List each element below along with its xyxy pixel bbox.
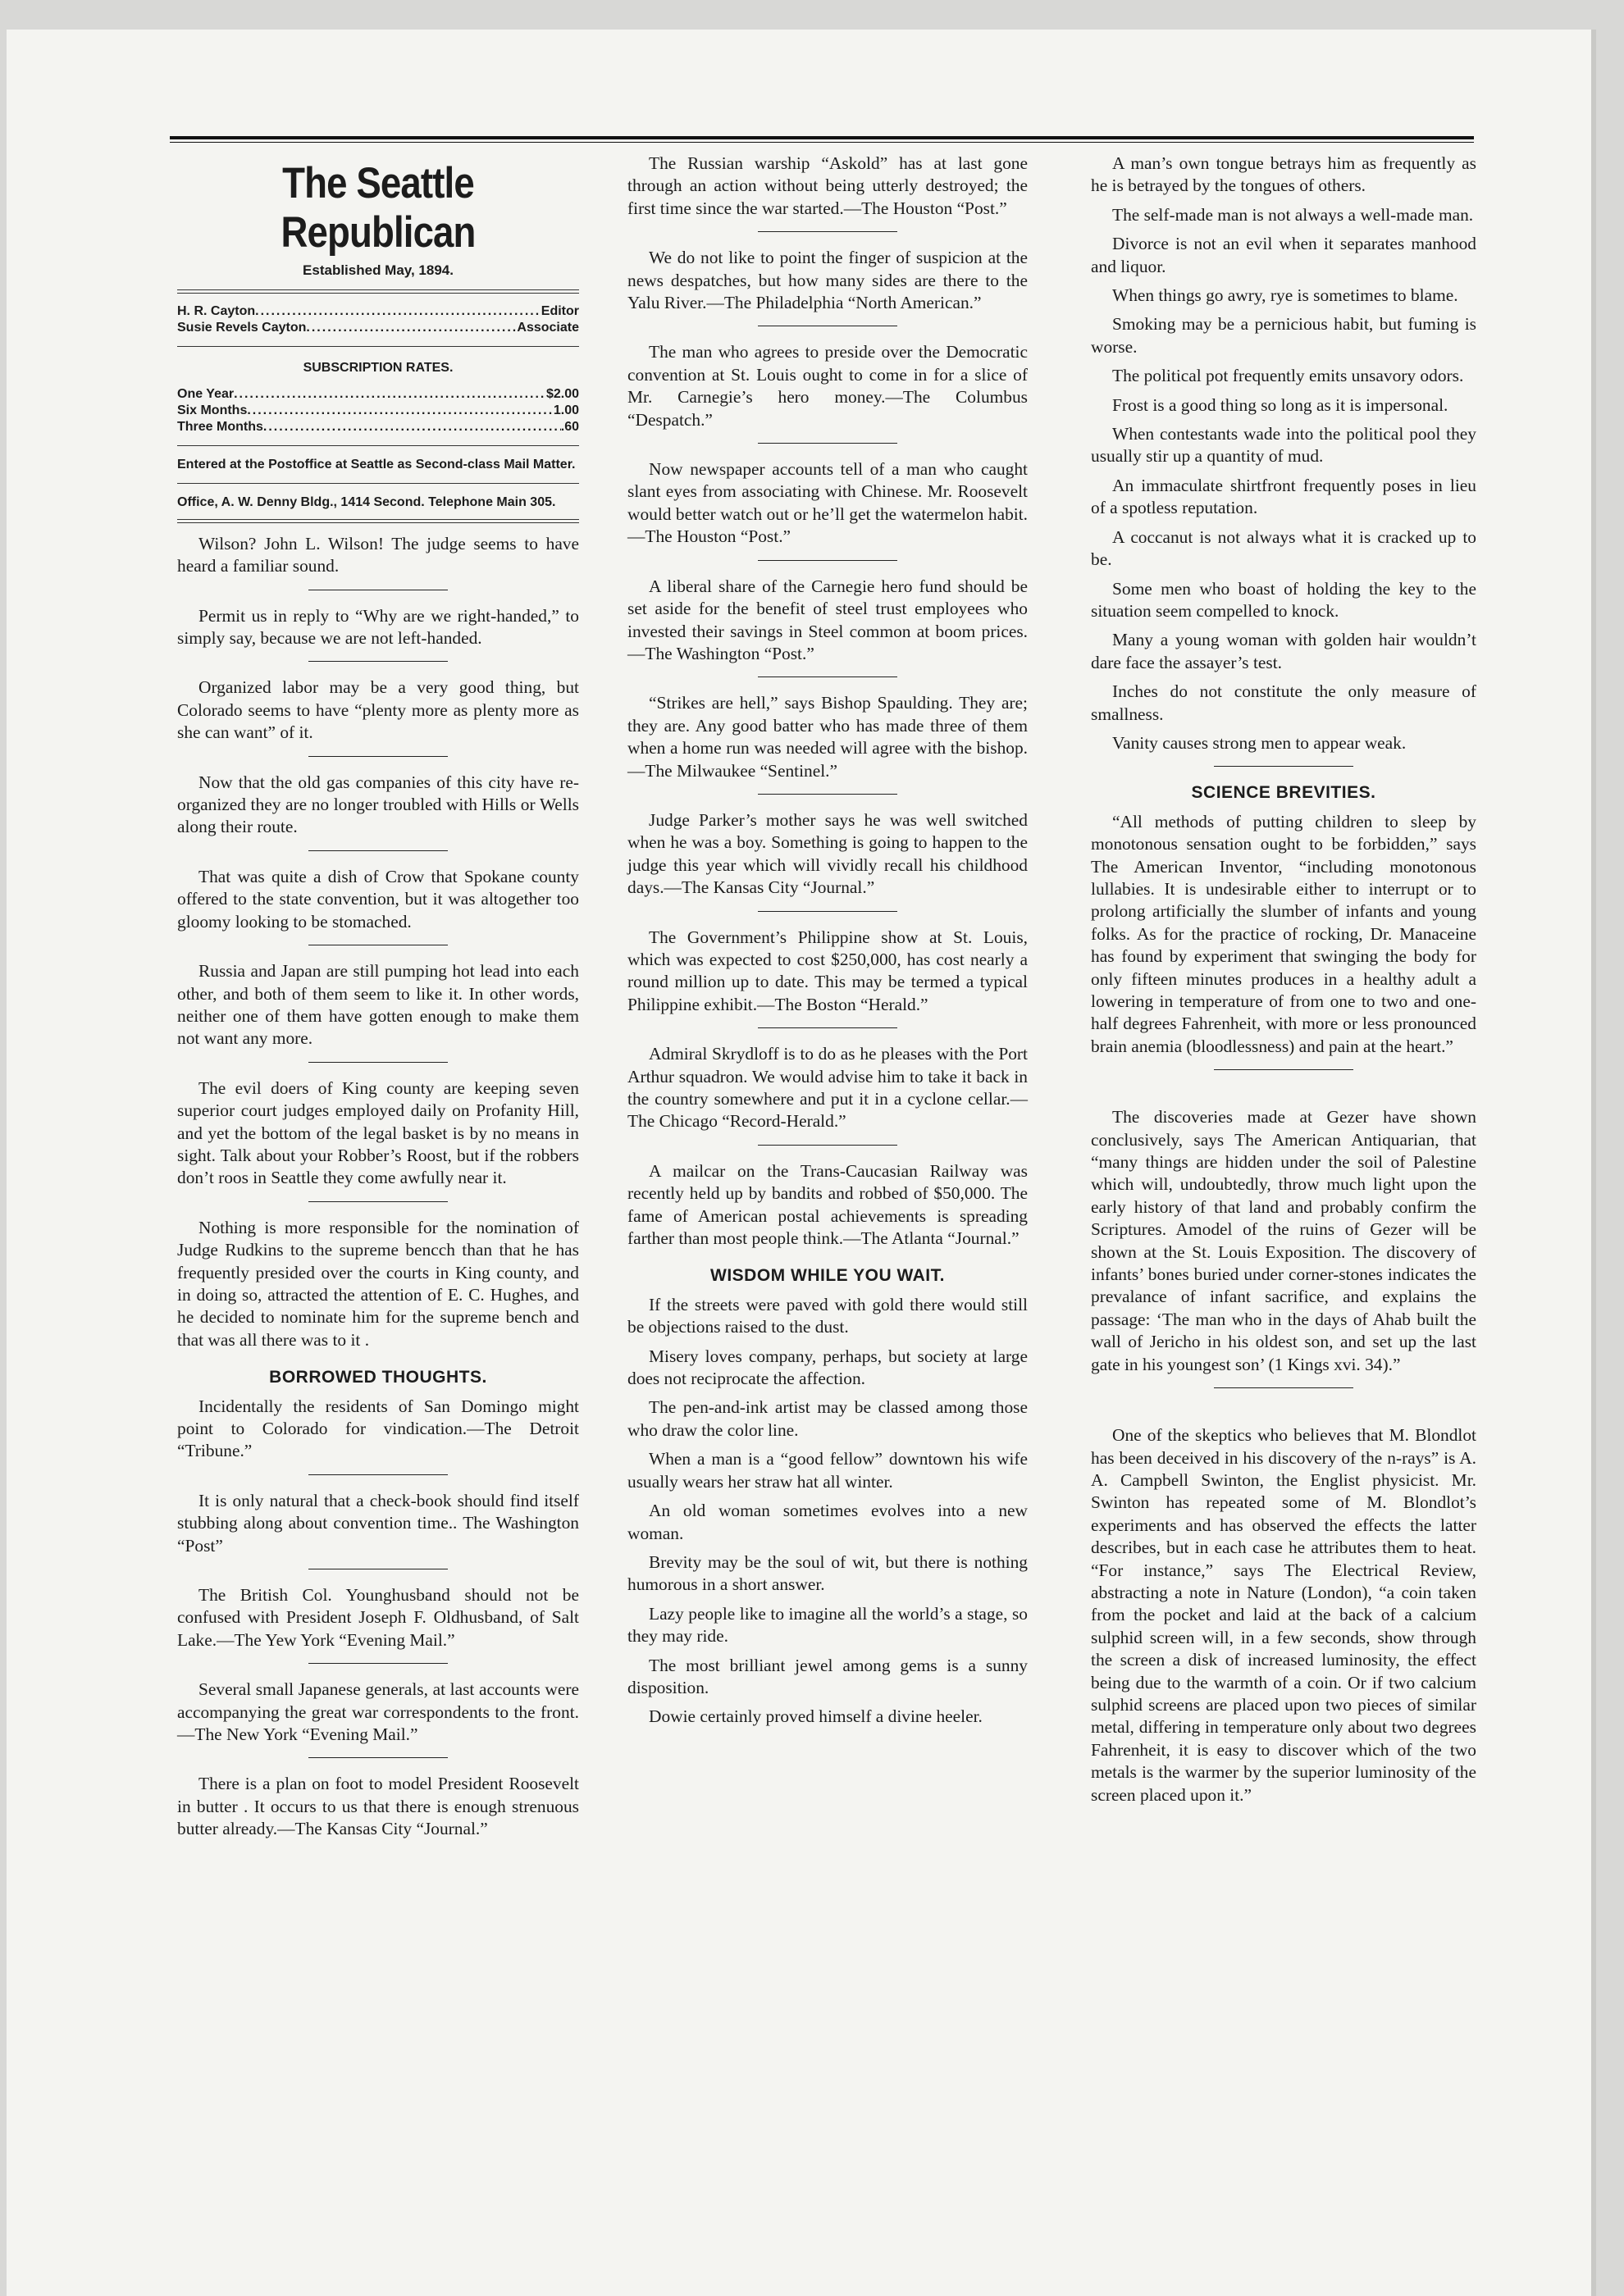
rates-heading: SUBSCRIPTION RATES. xyxy=(303,361,454,376)
saying: The political pot frequently emits unsavory odors. xyxy=(1112,366,1464,386)
saying: An old woman sometimes evolves into a new woman. xyxy=(627,1501,1028,1543)
paragraph: Judge Parker’s mother says he was well switched when he was a boy. Something is going to happen to the judge this year which will vividly recall his childhood days.—The Kansas City “Journal.” xyxy=(627,809,1028,898)
paragraph: The Government’s Philippine show at St. Louis, which was expected to cost $250,000, has cost nearly a round million up to date. This may be termed a typical Philippine exhibit.—The Boston “Herald.” xyxy=(627,927,1028,1014)
wisdom-heading: WISDOM WHILE YOU WAIT. xyxy=(710,1266,945,1286)
paragraph: It is only natural that a check-book should find itself stubbing along about convention time.. The Washington “Post” xyxy=(177,1490,579,1556)
paragraph: One of the skeptics who believes that M. Blondlot has been deceived in his discovery of the n-rays” is A. A. Campbell Swinton, the Englist physicist. Mr. Swinton has repeated some of M. Blondlot’s experiments and has observed the effects the latter describes, but in each case he attributes them to heat. “For instance,” says The Electrical Review, abstracting a note in Nature (London), “a coin taken from the pocket and laid at the back of a calcium sulphid screen will, in a few seconds, show through the screen a disk of increased luminosity, the effect being due to the warmth of a coin. Or if two calcium sulphid screens are placed upon two pieces of similar metal, differing in temperature only about two degrees Fahrenheit, it is easy to discover which of the two metals is the warmer by the superior luminosity of the screen placed upon it.” xyxy=(1091,1425,1476,1805)
saying: Frost is a good thing so long as it is impersonal. xyxy=(1112,394,1448,415)
masthead-divider xyxy=(177,289,579,294)
saying: The pen-and-ink artist may be classed among those who draw the color line. xyxy=(627,1397,1028,1440)
paragraph: The British Col. Younghusband should not be confused with President Joseph F. Oldhusband, of Salt Lake.—The Yew York “Evening Mail.” xyxy=(177,1585,579,1650)
rate-row: One Year ..... $2.00 xyxy=(177,386,579,403)
rate-row: Six Months ..... 1.00 xyxy=(177,403,579,419)
paragraph: The man who agrees to preside over the Democratic convention at St. Louis ought to come in for a slice of Mr. Carnegie’s hero money.—The Columbus “Despatch.” xyxy=(627,342,1028,430)
saying: An immaculate shirtfront frequently poses in lieu of a spotless reputation. xyxy=(1091,475,1476,518)
masthead xyxy=(177,159,579,281)
saying: Dowie certainly proved himself a divine heeler. xyxy=(649,1706,983,1727)
saying: Smoking may be a pernicious habit, but fuming is worse. xyxy=(1091,314,1476,357)
paragraph: Permit us in reply to “Why are we right-handed,” to simply say, because we are not left-handed. xyxy=(177,605,579,649)
saying: When a man is a “good fellow” downtown his wife usually wears her straw hat all winter. xyxy=(627,1449,1028,1492)
saying: A coccanut is not always what it is cracked up to be. xyxy=(1091,526,1476,570)
saying: The most brilliant jewel among gems is a sunny disposition. xyxy=(627,1655,1028,1697)
sayings-list xyxy=(1091,153,1476,754)
saying: Lazy people like to imagine all the world’s a stage, so they may ride. xyxy=(627,1603,1028,1647)
saying: A man’s own tongue betrays him as frequently as he is betrayed by the tongues of others. xyxy=(1091,153,1476,196)
paragraph: “All methods of putting children to sleep by monotonous sensation ought to be forbidden,” says The American Inventor, “including monotonous lullabies. It is undesirable either to interrupt or to prolong artificially the slumber of infants and young folks. As for the practice of rocking, Dr. Manaceine has found by experiment that swinging the body for only fifteen minutes produces in a healthy adult a lowering in temperature of from one to two and one-half degrees Fahrenheit, with more or less pronounced brain anemia (bloodlessness) and pain at the heart.” xyxy=(1091,811,1476,1056)
paragraph: A mailcar on the Trans-Caucasian Railway was recently held up by bandits and robbed of $50,000. The fame of American postal achievements is spreading farther than most people think.—The Atlanta “Journal.” xyxy=(627,1160,1028,1249)
paragraph: The discoveries made at Gezer have shown conclusively, says The American Antiquarian, that “many things are hidden under the soil of Palestine which will, undoubtedly, throw much light upon the early history of that land and probably confirm the Scriptures. Amodel of the ruins of Gezer will be shown at the St. Louis Exposition. The discovery of infants’ bones buried under corner-stones indicates the prevalance of infant sacrifice, and explains the passage: ‘The man who in the days of Ahab built the wall of Jericho in his oldest son, and set up the last gate in his youngest son’ (1 Kings xvi. 34).” xyxy=(1091,1107,1476,1374)
top-rule xyxy=(170,136,1474,139)
paragraph: We do not like to point the finger of suspicion at the news despatches, but how many sides are there to the Yalu River.—The Philadelphia “North American.” xyxy=(627,248,1028,313)
paragraph: The evil doers of King county are keeping seven superior court judges employed daily on Profanity Hill, and yet the bottom of the legal basket is by no means in sight. Talk about your Robber’s Roost, but if the robbers don’t roos in Seattle they come awfully near it. xyxy=(177,1077,579,1188)
paragraph: There is a plan on foot to model President Roosevelt in butter . It occurs to us that there is enough strenuous butter already.—The Kansas City “Journal.” xyxy=(177,1774,579,1839)
saying: If the streets were paved with gold there would still be objections raised to the dust. xyxy=(627,1294,1028,1337)
science-heading: SCIENCE BREVITIES. xyxy=(1191,783,1376,803)
wisdom-list xyxy=(627,1294,1028,1729)
postoffice-notice: Entered at the Postoffice at Seattle as Second-class Mail Matter. xyxy=(177,457,576,472)
office-notice: Office, A. W. Denny Bldg., 1414 Second. Telephone Main 305. xyxy=(177,494,556,509)
masthead-title: The Seattle Republican xyxy=(281,159,476,257)
column-2 xyxy=(627,153,1028,1735)
saying: When contestants wade into the political pool they usually stir up a quantity of mud. xyxy=(1091,424,1476,467)
saying: When things go awry, rye is sometimes to blame. xyxy=(1112,285,1458,306)
saying: Divorce is not an evil when it separates manhood and liquor. xyxy=(1091,234,1476,276)
paragraph: Wilson? John L. Wilson! The judge seems to have heard a familiar sound. xyxy=(177,533,579,576)
saying: Misery loves company, perhaps, but society at large does not reciprocate the affection. xyxy=(627,1346,1028,1389)
saying: Many a young woman with golden hair wouldn’t dare face the assayer’s test. xyxy=(1091,630,1476,672)
paragraph: Nothing is more responsible for the nomination of Judge Rudkins to the supreme bencch than that he has frequently presided over the courts in King county, and in doing so, attracted the attention of E. C. Hughes, and he decided to nominate him for the supreme bench and that was all there was to it . xyxy=(177,1217,579,1350)
paragraph: That was quite a dish of Crow that Spokane county offered to the state convention, but it was altogether too gloomy looking to be stomached. xyxy=(177,866,579,932)
borrowed-thoughts-heading: BORROWED THOUGHTS. xyxy=(269,1368,487,1387)
rate-row: Three Months ..... .60 xyxy=(177,419,579,435)
staff-row: Susie Revels Cayton ..... Associate xyxy=(177,320,579,336)
paragraph: Admiral Skrydloff is to do as he pleases with the Port Arthur squadron. We would advise him to take it back in the country somewhere and put it in a cyclone cellar.—The Chicago “Record-Herald.” xyxy=(627,1044,1028,1132)
saying: Inches do not constitute the only measure of smallness. xyxy=(1091,681,1476,724)
column-3 xyxy=(1091,153,1476,1817)
paragraph: Several small Japanese generals, at last accounts were accompanying the great war correspondents to the front.—The New York “Evening Mail.” xyxy=(177,1679,579,1745)
saying: Brevity may be the soul of wit, but there is nothing humorous in a short answer. xyxy=(627,1551,1028,1595)
paragraph: Organized labor may be a very good thing, but Colorado seems to have “plenty more as plenty more as she can want” of it. xyxy=(177,677,579,743)
paragraph: “Strikes are hell,” says Bishop Spaulding. They are; they are. Any good batter who has made three of them when a home run was needed will agree with the bishop.—The Milwaukee “Sentinel.” xyxy=(627,693,1028,781)
paragraph: A liberal share of the Carnegie hero fund should be set aside for the benefit of steel trust employees who invested their savings in Steel common at boom prices.—The Washington “Post.” xyxy=(627,576,1028,663)
paragraph: The Russian warship “Askold” has at last gone through an action without being utterly destroyed; the first time since the war started.—The Houston “Post.” xyxy=(627,153,1028,218)
established-line: Established May, 1894. xyxy=(303,262,454,278)
saying: Some men who boast of holding the key to the situation seem compelled to knock. xyxy=(1091,578,1476,621)
paragraph: Now newspaper accounts tell of a man who caught slant eyes from associating with Chinese. Mr. Roosevelt would better watch out or he’ll get the watermelon habit.—The Houston “Post.” xyxy=(627,459,1028,547)
paragraph: Incidentally the residents of San Domingo might point to Colorado for vindication.—The Detroit “Tribune.” xyxy=(177,1396,579,1461)
column-1 xyxy=(177,153,579,1852)
saying: Vanity causes strong men to appear weak. xyxy=(1112,732,1407,753)
paragraph: Russia and Japan are still pumping hot lead into each other, and both of them seem to like it. In other words, neither one of them have gotten enough to make them not want any more. xyxy=(177,961,579,1049)
top-rule-thin xyxy=(170,142,1474,143)
saying: The self-made man is not always a well-made man. xyxy=(1112,204,1474,225)
staff-row: H. R. Cayton ..... Editor xyxy=(177,303,579,320)
paragraph: Now that the old gas companies of this city have re-organized they are no longer troubled with Hills or Wells along their route. xyxy=(177,772,579,837)
